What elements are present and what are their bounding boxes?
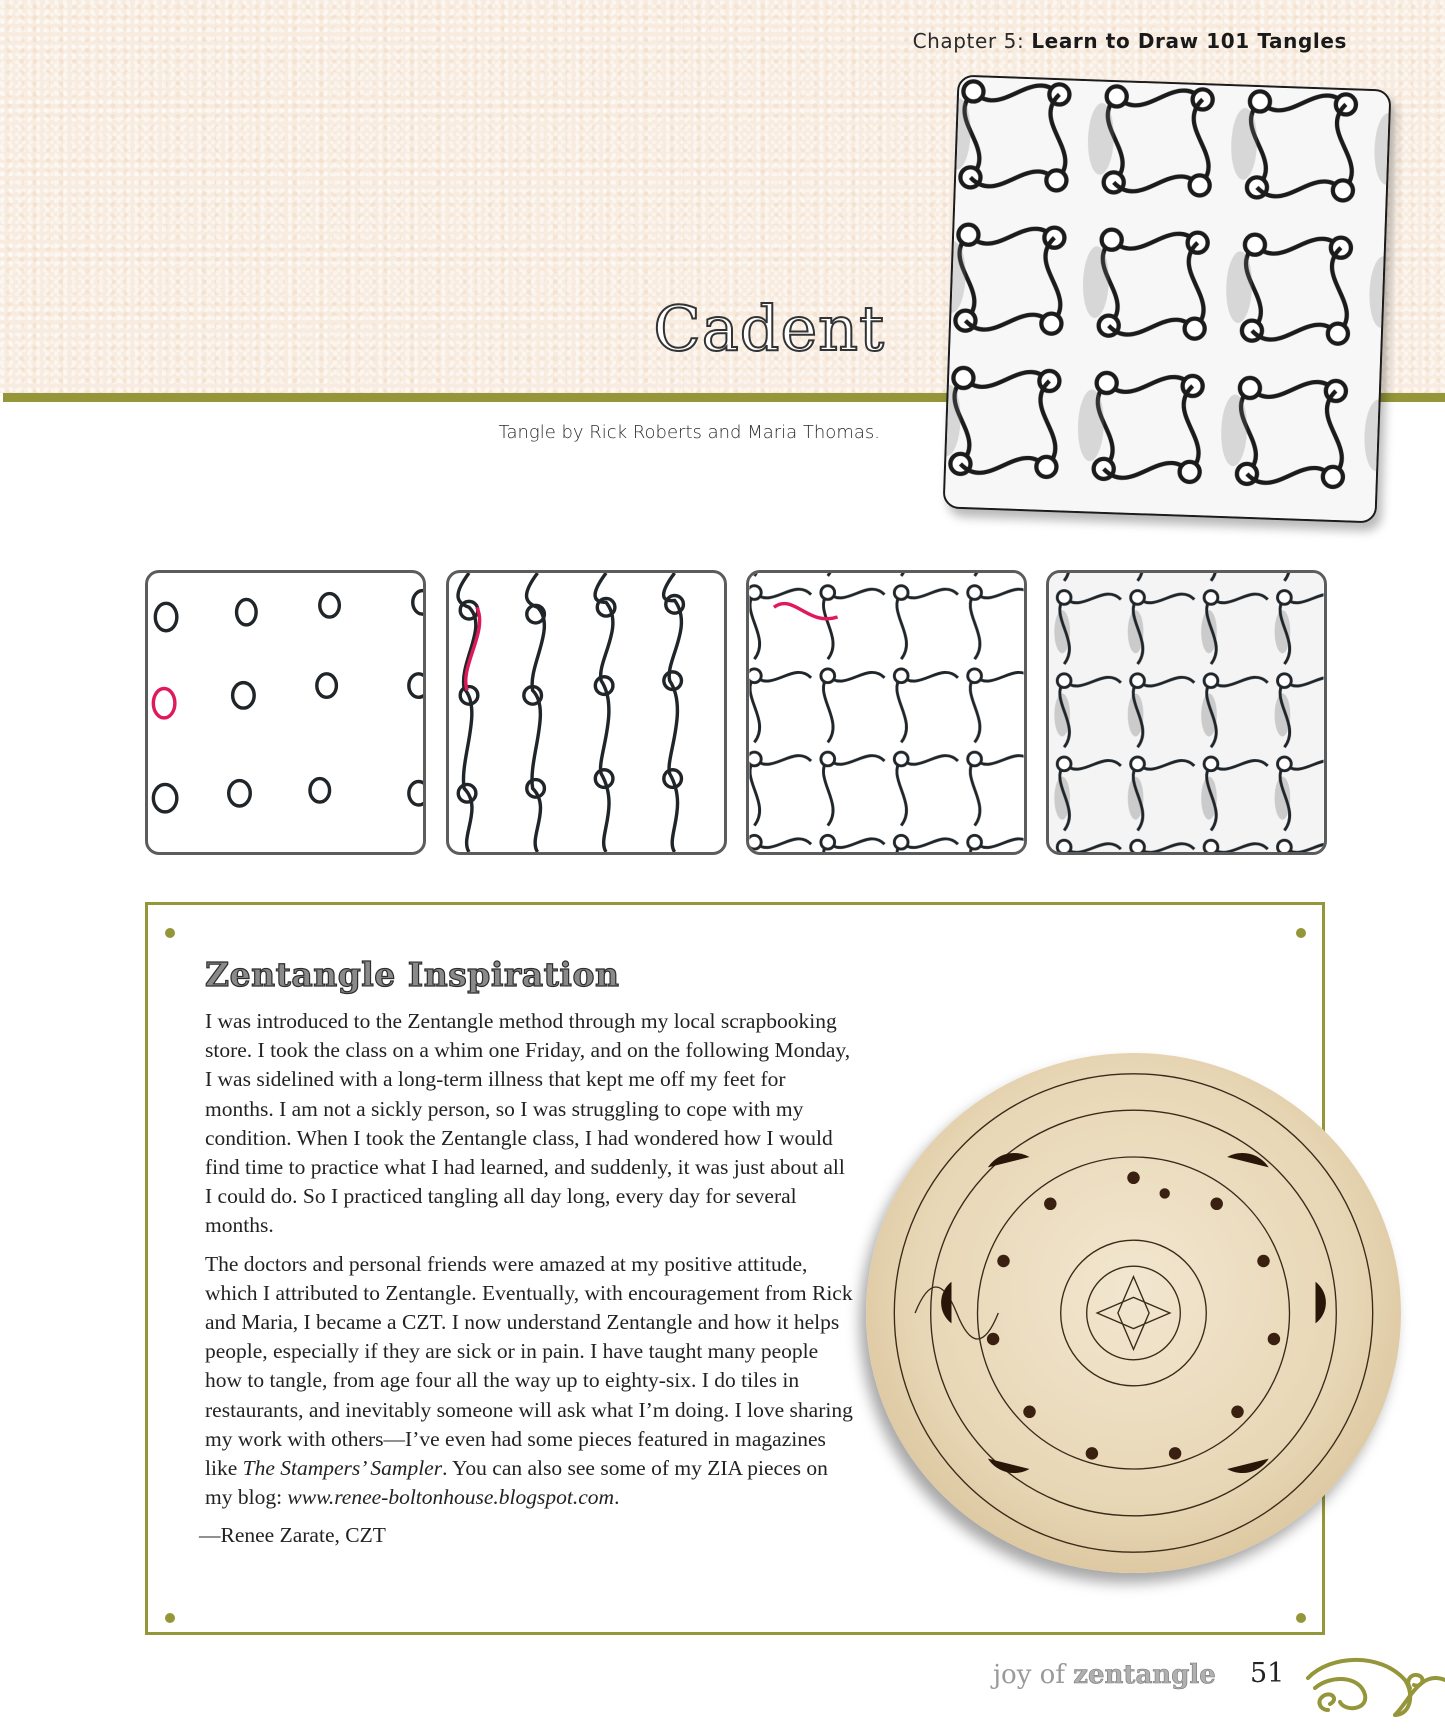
corner-dot-icon [165, 928, 175, 938]
inspiration-heading: Zentangle Inspiration [205, 955, 620, 994]
chapter-prefix: Chapter 5: [912, 29, 1025, 53]
step-tile-3 [746, 570, 1027, 855]
mandala-plate-icon [866, 1053, 1401, 1573]
paragraph-text: The doctors and personal friends were amazed at my positive attitude, which I attributed to Zentangle. Eventually, with encouragement from Rick and Maria, I became a CZT. I now understand Zentangle and how it helps people, especially if they are sick or in pain. I have taught many people how to tangle, from age four all the way up to eighty-six. I do tiles in restaurants, and inevitably someone will ask what I’m doing. I love sharing my work with others—I’ve even had some pieces featured in magazines like [205, 1251, 853, 1481]
paragraph-text: . You can also see some of my ZIA pieces on my blog: [205, 1456, 828, 1510]
step-tile-2 [446, 570, 727, 855]
tangled-plate-image [866, 1053, 1401, 1573]
paragraph-text: . [614, 1485, 620, 1510]
page-number: 51 [1250, 1658, 1285, 1689]
step-tile-1 [145, 570, 426, 855]
tangle-title: Cadent [653, 292, 885, 365]
step-tile-4 [1046, 570, 1327, 855]
hero-tile-image [943, 75, 1392, 524]
magazine-title: The Stampers’ Sampler [242, 1456, 443, 1481]
blog-url: www.renee-boltonhouse.blogspot.com [287, 1485, 615, 1510]
cadent-pattern-icon [945, 77, 1390, 522]
brand-light: joy of [993, 1660, 1074, 1690]
cadent-shaded-icon [1049, 573, 1324, 852]
signature: —Renee Zarate, CZT [199, 1523, 386, 1548]
cadent-outline-icon [749, 573, 1024, 852]
footer-brand [993, 1660, 1216, 1690]
s-curve-columns-icon [449, 573, 724, 852]
chapter-title: Learn to Draw 101 Tangles [1031, 29, 1347, 53]
inspiration-paragraph-2 [205, 1250, 855, 1513]
chapter-header [913, 29, 1347, 53]
inspiration-paragraph-1: I was introduced to the Zentangle method through my local scrapbooking store. I took the class on a whim one Friday, and on the following Monday, I was sidelined with a long-term illness that kept me off my feet for months. I am not a sickly person, so I was struggling to cope with my condition. When I took the Zentangle class, I had wondered how I would find time to practice what I had learned, and suddenly, it was just about all I could do. So I practiced tangling all day long, every day for several months. [205, 1009, 851, 1238]
inspiration-body [199, 1007, 855, 1560]
corner-dot-icon [165, 1613, 175, 1623]
tangle-caption: Tangle by Rick Roberts and Maria Thomas. [498, 422, 880, 443]
decorative-swirl-icon [1300, 1640, 1445, 1720]
circle-grid-icon [148, 573, 423, 852]
corner-dot-icon [1296, 1613, 1306, 1623]
brand-bold: zentangle [1073, 1660, 1216, 1690]
corner-dot-icon [1296, 928, 1306, 938]
